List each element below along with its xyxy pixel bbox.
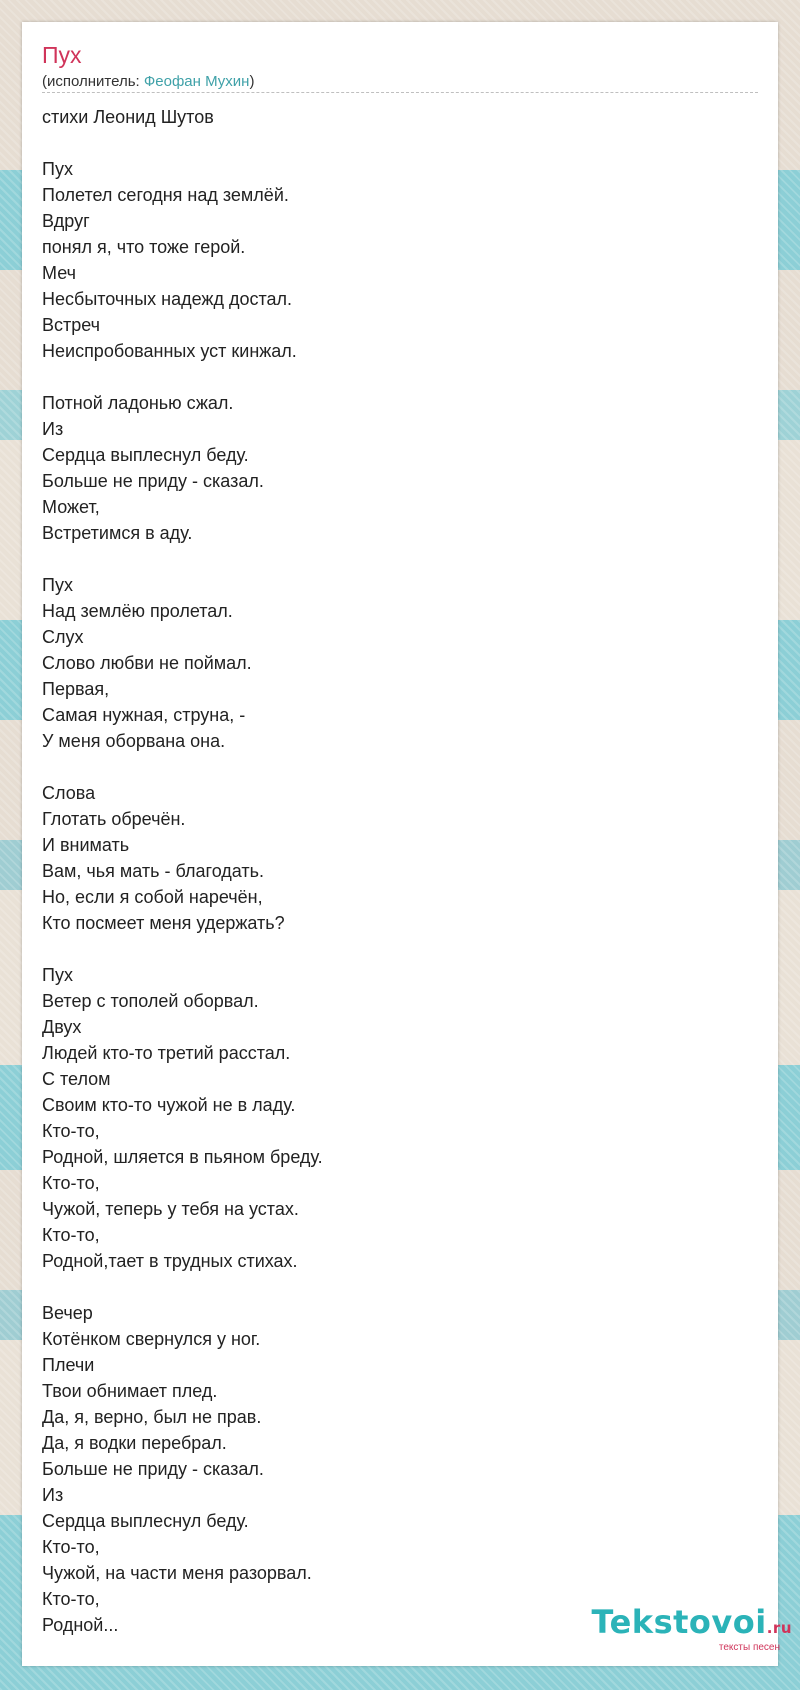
artist-line [42,73,254,90]
lyric-line: Из [42,419,64,439]
lyric-line: Вдруг [42,211,90,231]
lyric-line: Неиспробованных уст кинжал. [42,341,297,361]
lyric-line: Над землёю пролетал. [42,601,233,621]
lyric-line: Родной... [42,1615,119,1635]
lyric-line: Сердца выплеснул беду. [42,1511,249,1531]
logo-tagline: тексты песен [718,1642,780,1653]
lyric-line: Пух [42,575,73,595]
lyric-line: Встретимся в аду. [42,523,193,543]
lyric-line: Полетел сегодня над землёй. [42,185,289,205]
lyric-line: Слух [42,627,84,647]
lyric-line: И внимать [42,835,130,855]
lyric-line: Из [42,1485,64,1505]
lyric-line: Чужой, теперь у тебя на устах. [42,1199,299,1219]
lyrics-card [22,22,778,1666]
lyric-line: Глотать обречён. [42,809,186,829]
lyric-line: Может, [42,497,100,517]
lyric-line: У меня оборвана она. [42,731,226,751]
lyric-line: Да, я водки перебрал. [42,1433,227,1453]
lyric-line: Кто-то, [42,1121,100,1141]
lyrics-text [42,104,742,1638]
lyric-line: Кто-то, [42,1225,100,1245]
lyric-line: Кто-то, [42,1173,100,1193]
lyric-line: Своим кто-то чужой не в ладу. [42,1095,296,1115]
lyric-line: Слова [42,783,96,803]
lyric-line: Вечер [42,1303,93,1323]
song-title: Пух [42,42,82,68]
lyric-line: Пух [42,159,73,179]
lyric-line: Пух [42,965,73,985]
stanza-break [42,754,742,780]
lyric-line: Двух [42,1017,82,1037]
lyric-line: Несбыточных надежд достал. [42,289,293,309]
lyric-line: Плечи [42,1355,95,1375]
stanza-break [42,546,742,572]
lyric-line: Слово любви не поймал. [42,653,252,673]
logo-tld: .ru [766,1619,792,1637]
lyric-line: Больше не приду - сказал. [42,471,264,491]
artist-prefix: (исполнитель: [42,73,144,90]
lyric-line: С телом [42,1069,111,1089]
lyric-line: Первая, [42,679,110,699]
lyric-line: Вам, чья мать - благодать. [42,861,265,881]
lyric-line: Потной ладонью сжал. [42,393,234,413]
lyric-line: Сердца выплеснул беду. [42,445,249,465]
lyric-line: Больше не приду - сказал. [42,1459,264,1479]
lyric-line: Встреч [42,315,101,335]
lyric-line: Меч [42,263,76,283]
lyric-line: Твои обнимает плед. [42,1381,218,1401]
artist-suffix: ) [249,73,255,90]
lyric-line: Самая нужная, струна, - [42,705,246,725]
lyric-line: Но, если я собой наречён, [42,887,263,907]
logo-main-text: Tekstovoi [591,1603,767,1641]
logo-wordmark [592,1605,792,1645]
lyric-line: Родной,тает в трудных стихах. [42,1251,298,1271]
lyric-line: Котёнком свернулся у ног. [42,1329,261,1349]
artist-link[interactable]: Феофан Мухин [143,73,250,90]
lyric-line: понял я, что тоже герой. [42,237,246,257]
stanza-break [42,1274,742,1300]
site-logo[interactable] [592,1605,792,1653]
stanza-break [42,364,742,390]
stanza-break [42,130,742,156]
lyric-line: Ветер с тополей оборвал. [42,991,259,1011]
lyric-line: Кто посмеет меня удержать? [42,913,285,933]
stanza-break [42,936,742,962]
lyric-line: Кто-то, [42,1537,100,1557]
title-divider [42,92,758,93]
lyric-line: Чужой, на части меня разорвал. [42,1563,312,1583]
lyric-line: Людей кто-то третий расстал. [42,1043,291,1063]
lyric-line: Родной, шляется в пьяном бреду. [42,1147,323,1167]
lyric-line: Да, я, верно, был не прав. [42,1407,262,1427]
lyric-line: Кто-то, [42,1589,100,1609]
lyric-line: стихи Леонид Шутов [42,107,214,127]
